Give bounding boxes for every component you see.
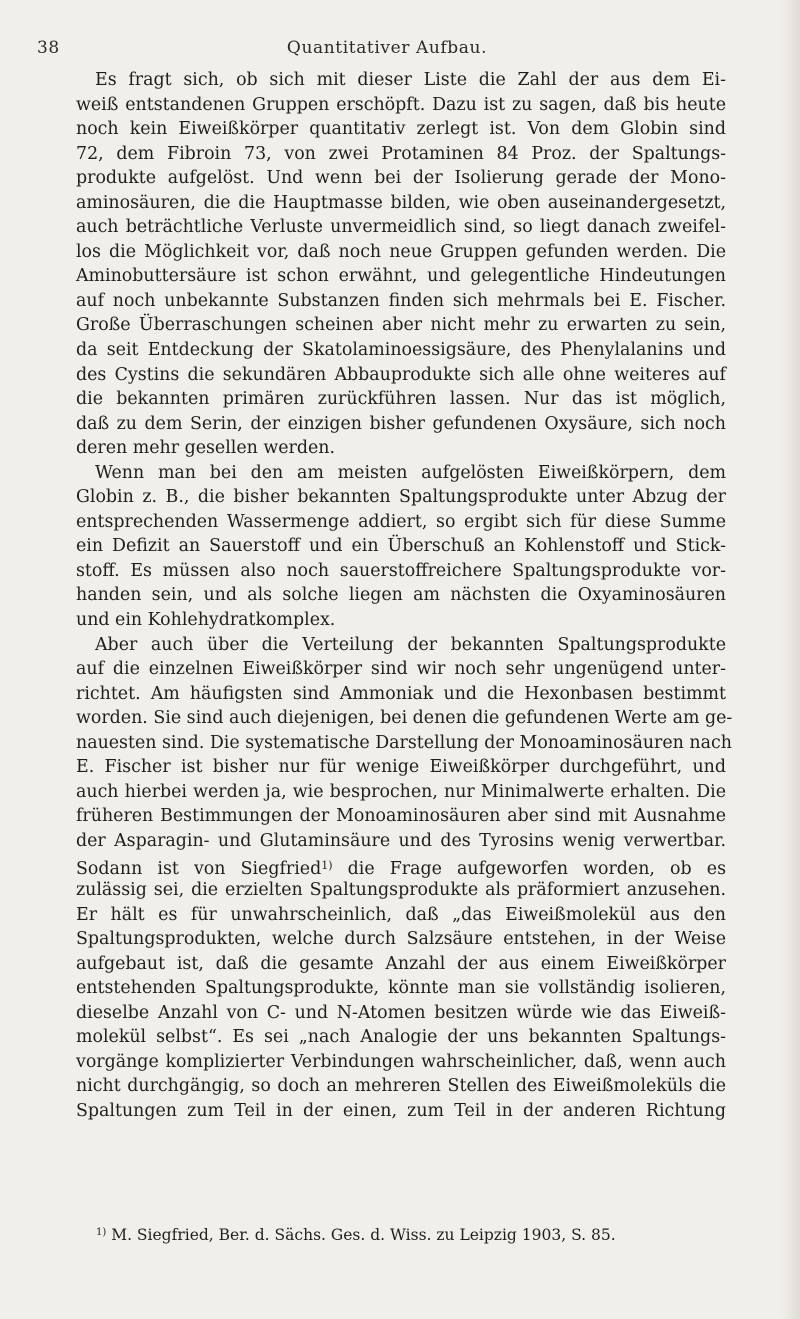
text-line: stoff. Es müssen also noch sauerstoffreichere Spaltungsprodukte vor- (76, 560, 726, 581)
text-line: auch hierbei werden ja, wie besprochen, nur Minimalwerte erhalten. Die (76, 781, 726, 802)
text-line: worden. Sie sind auch diejenigen, bei denen die gefundenen Werte am ge- (76, 708, 733, 729)
text-line: E. Fischer ist bisher nur für wenige Eiweißkörper durchgeführt, und (76, 757, 726, 778)
text-line: Aminobuttersäure ist schon erwähnt, und gelegentliche Hindeutungen (76, 266, 726, 287)
text-line: die bekannten primären zurückführen lassen. Nur das ist möglich, (76, 389, 726, 410)
text-line: auch beträchtliche Verluste unvermeidlich sind, so liegt danach zweifel- (76, 217, 726, 238)
text-line: aufgebaut ist, daß die gesamte Anzahl der aus einem Eiweißkörper (76, 953, 726, 974)
text-line: ein Defizit an Sauerstoff und ein Überschuß an Kohlenstoff und Stick- (76, 536, 726, 557)
text-line: nauesten sind. Die systematische Darstellung der Monoaminosäuren nach (76, 732, 732, 753)
text-line-start: Sodann ist von Siegfried (76, 858, 322, 879)
text-line: auf noch unbekannte Substanzen finden sich mehrmals bei E. Fischer. (76, 290, 726, 311)
text-line: Globin z. B., die bisher bekannten Spaltungsprodukte unter Abzug der (76, 487, 726, 508)
text-line: entsprechenden Wassermenge addiert, so ergibt sich für diese Summe (76, 511, 726, 532)
page-header (37, 38, 737, 62)
text-line: Aber auch über die Verteilung der bekannten Spaltungsprodukte (95, 634, 726, 655)
text-line: Es fragt sich, ob sich mit dieser Liste die Zahl der aus dem Ei- (95, 70, 726, 90)
text-line: Spaltungsprodukten, welche durch Salzsäure entstehen, in der Weise (76, 929, 726, 950)
text-line: produkte aufgelöst. Und wenn bei der Isolierung gerade der Mono- (76, 168, 726, 189)
text-line: Er hält es für unwahrscheinlich, daß „das Eiweißmolekül aus den (76, 904, 726, 925)
text-line: handen sein, und als solche liegen am nächsten die Oxyaminosäuren (76, 585, 726, 606)
text-line: da seit Entdeckung der Skatolaminoessigsäure, des Phenylalanins und (76, 340, 726, 361)
text-line: des Cystins die sekundären Abbauprodukte sich alle ohne weiteres auf (76, 364, 726, 385)
text-line: 72, dem Fibroin 73, von zwei Protaminen 84 Proz. der Spaltungs- (76, 143, 726, 164)
text-line: nicht durchgängig, so doch an mehreren Stellen des Eiweißmoleküls die (76, 1076, 726, 1097)
text-line-end: die Frage aufgeworfen worden, ob es (332, 858, 726, 879)
text-line: aminosäuren, die die Hauptmasse bilden, wie oben auseinandergesetzt, (76, 192, 726, 213)
text-line: und ein Kohlehydratkomplex. (76, 610, 336, 631)
text-line: auf die einzelnen Eiweißkörper sind wir noch sehr ungenügend unter- (76, 659, 726, 680)
footnote (96, 1226, 736, 1244)
text-line: Große Überraschungen scheinen aber nicht mehr zu erwarten zu sein, (76, 315, 726, 336)
text-line-with-footnote-ref (76, 854, 726, 879)
text-line: weiß entstandenen Gruppen erschöpft. Dazu ist zu sagen, daß bis heute (76, 94, 726, 115)
page-edge-shadow (782, 0, 800, 1319)
text-line: Spaltungen zum Teil in der einen, zum Teil in der anderen Richtung (76, 1100, 726, 1121)
footnote-reference: 1) (321, 858, 333, 872)
text-line: daß zu dem Serin, der einzigen bisher gefundenen Oxysäure, sich noch (76, 413, 726, 434)
text-line: entstehenden Spaltungsprodukte, könnte man sie vollständig isolieren, (76, 978, 726, 999)
text-line: richtet. Am häufigsten sind Ammoniak und die Hexonbasen bestimmt (76, 683, 726, 704)
running-title: Quantitativer Aufbau. (286, 38, 488, 58)
body-text (76, 68, 733, 1124)
text-line: früheren Bestimmungen der Monoaminosäuren aber sind mit Ausnahme (76, 806, 726, 827)
text-line: vorgänge komplizierter Verbindungen wahrscheinlicher, daß, wenn auch (76, 1051, 726, 1072)
text-line: Wenn man bei den am meisten aufgelösten Eiweißkörpern, dem (95, 462, 726, 483)
text-line: dieselbe Anzahl von C- und N-Atomen besitzen würde wie das Eiweiß- (76, 1002, 726, 1023)
text-line: los die Möglichkeit vor, daß noch neue Gruppen gefunden werden. Die (76, 241, 726, 262)
page-number: 38 (37, 38, 60, 58)
text-line: molekül selbst“. Es sei „nach Analogie der uns bekannten Spaltungs- (76, 1027, 726, 1048)
text-line: deren mehr gesellen werden. (76, 438, 336, 459)
footnote-text: M. Siegfried, Ber. d. Sächs. Ges. d. Wiss. zu Leipzig 1903, S. 85. (106, 1226, 616, 1244)
footnote-mark: 1) (96, 1227, 107, 1238)
text-line: zulässig sei, die erzielten Spaltungsprodukte als präformiert anzusehen. (76, 880, 726, 901)
text-line: der Asparagin- und Glutaminsäure und des Tyrosins wenig verwertbar. (76, 830, 726, 851)
text-line: noch kein Eiweißkörper quantitativ zerlegt ist. Von dem Globin sind (76, 119, 726, 140)
